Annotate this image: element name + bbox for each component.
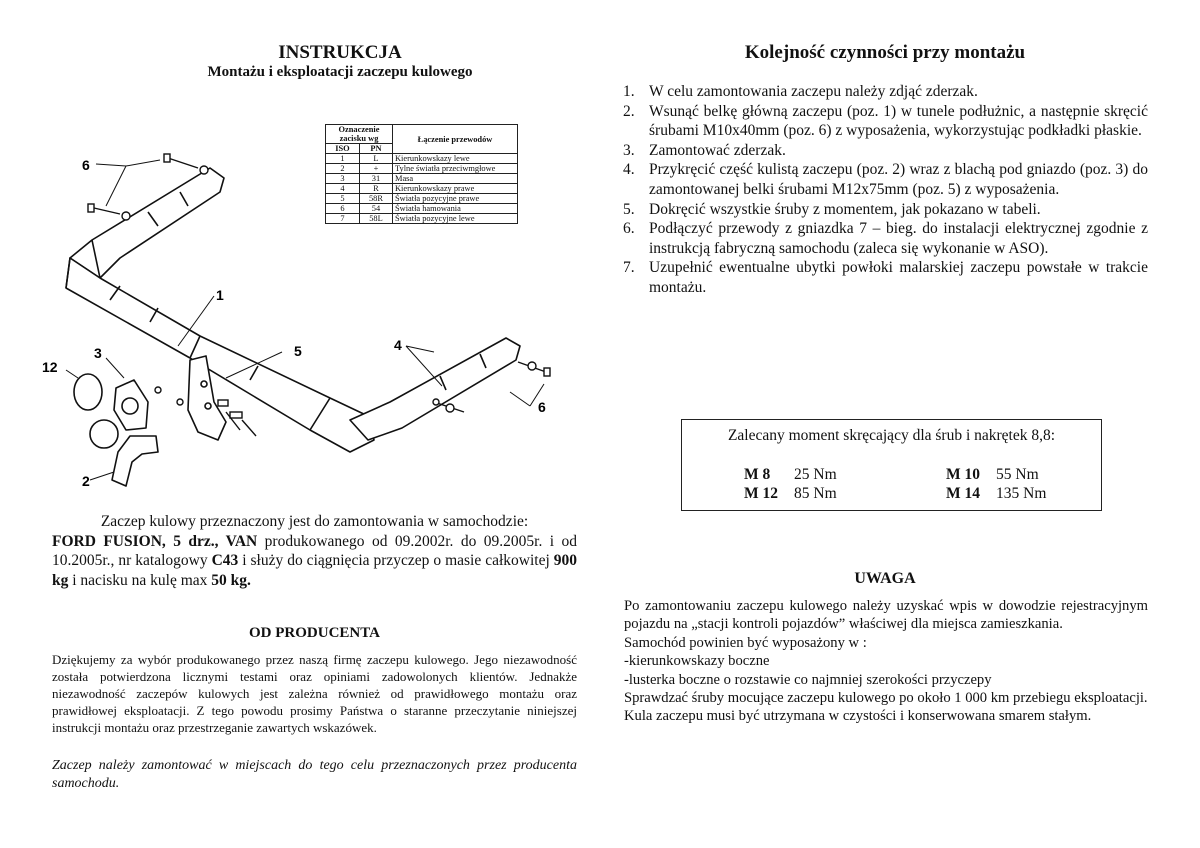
warning-line: Kula zaczepu musi być utrzymana w czystości i konserwowana smarem stałym.: [624, 708, 1092, 725]
warning-line: Sprawdzać śruby mocujące zaczepu kulowego po około 1 000 km przebiegu eksploatacji.: [624, 690, 1148, 707]
step-text: Dokręcić wszystkie śruby z momentem, jak pokazano w tabeli.: [649, 200, 1041, 218]
callout-4: 4: [394, 337, 402, 353]
hitch-ball: [90, 420, 118, 448]
torque-m14: [946, 485, 1046, 503]
header-pn: PN: [359, 144, 392, 154]
list-item: [620, 141, 1148, 161]
catalog-number: C43: [211, 552, 239, 569]
step-text: Wsunąć belkę główną zaczepu (poz. 1) w tunele podłużnic, a następnie skręcić śrubami M10x40mm (poz. 6) z wyposażenia, wykorzystując podkładki płaskie.: [649, 102, 1148, 140]
step-text: Zamontować zderzak.: [649, 141, 786, 159]
cell-pn: R: [359, 184, 392, 194]
cell-desc: Kierunkowskazy lewe: [393, 154, 518, 164]
torque-value: 135 Nm: [996, 485, 1047, 502]
vehicle-intro: Zaczep kulowy przeznaczony jest do zamontowania w samochodzie:: [100, 513, 529, 530]
callout-5: 5: [294, 343, 302, 359]
step-number: 7.: [623, 259, 635, 277]
cell-pn: 58L: [359, 214, 392, 224]
list-item: [620, 258, 1148, 297]
warning-heading: UWAGA: [854, 570, 916, 587]
cell-desc: Światła pozycyjne lewe: [393, 214, 518, 224]
cell-iso: 6: [326, 204, 360, 214]
step-number: 2.: [623, 102, 635, 120]
torque-label: M 8: [744, 466, 771, 483]
document-subtitle: Montażu i eksploatacji zaczepu kulowego: [207, 64, 473, 80]
list-item: [620, 160, 1148, 199]
producer-text: Dziękujemy za wybór produkowanego przez naszą firmę zaczepu kulowego. Jego niezawodność została potwierdzona licznymi testami oraz opiniami zadowolonych klientów. Jednakże niezawodność zaczepów kulowych jest zależna również od prawidłowego montażu oraz prawidłowej eksploatacji. Z tego powodu prosimy Państwa o staranne przeczytanie niniejszej instrukcji montażu oraz przestrzeganie zawartych wskazówek.: [52, 652, 577, 735]
torque-m8: [744, 466, 837, 484]
ball-load: 50 kg.: [211, 571, 251, 589]
cell-iso: 1: [326, 154, 360, 164]
ball-cover: [74, 374, 102, 410]
callout-3: 3: [94, 345, 102, 361]
warning-line: Samochód powinien być wyposażony w :: [624, 634, 867, 651]
torque-m10: [946, 466, 1039, 484]
cell-pn: 54: [359, 204, 392, 214]
cell-pn: 31: [359, 174, 392, 184]
cell-desc: Tylne światła przeciwmgłowe: [393, 164, 518, 174]
torque-title: Zalecany moment skręcający dla śrub i nakrętek 8,8:: [727, 427, 1056, 444]
callout-6-right: 6: [538, 399, 546, 415]
torque-value: 25 Nm: [794, 466, 837, 483]
cell-iso: 2: [326, 164, 360, 174]
torque-label: M 12: [744, 485, 779, 502]
list-item: [620, 219, 1148, 258]
torque-label: M 14: [946, 485, 981, 502]
left-mounting-arm: [70, 168, 224, 278]
warning-line: -lusterka boczne o rozstawie co najmniej szerokości przyczepy: [624, 671, 992, 688]
assembly-steps: [620, 82, 1148, 298]
header-iso: ISO: [326, 144, 360, 154]
cell-desc: Kierunkowskazy prawe: [393, 184, 518, 194]
list-item: [620, 82, 1148, 102]
hitch-neck: [112, 436, 158, 486]
cell-iso: 7: [326, 214, 360, 224]
step-text: Uzupełnić ewentualne ubytki powłoki malarskiej zaczepu powstałe w trakcie montażu.: [649, 259, 1148, 296]
step-number: 4.: [623, 161, 635, 179]
header-oznaczenie: Oznaczenie zacisku wg: [326, 125, 393, 144]
torque-table: [681, 419, 1102, 511]
vehicle-text: produkowanego od 09.2002r. do 09.2005r. i od 10.2005r., nr katalogowy: [52, 532, 577, 569]
warning-line: -kierunkowskazy boczne: [624, 653, 770, 670]
cell-pn: 58R: [359, 194, 392, 204]
towbar-drawing: [30, 140, 590, 500]
document-title: INSTRUKCJA: [278, 42, 402, 63]
cell-iso: 3: [326, 174, 360, 184]
torque-m12: [744, 485, 837, 503]
step-text: Podłączyć przewody z gniazdka 7 – bieg. do instalacji elektrycznej zgodnie z instrukcją fabryczną samochodu (zaleca się wykonanie w ASO).: [649, 220, 1148, 257]
steps-title: Kolejność czynności przy montażu: [744, 42, 1026, 63]
trailer-mass: 900 kg: [52, 552, 577, 589]
cell-pn: L: [359, 154, 392, 164]
callout-6-left: 6: [82, 157, 90, 173]
callout-1: 1: [216, 287, 224, 303]
torque-label: M 10: [946, 466, 981, 483]
step-number: 3.: [623, 141, 635, 159]
step-text: W celu zamontowania zaczepu należy zdjąć zderzak.: [649, 83, 978, 100]
right-mounting-arm: [350, 338, 520, 440]
producer-heading: OD PRODUCENTA: [249, 625, 380, 641]
vehicle-description: [52, 512, 577, 590]
callout-2: 2: [82, 473, 90, 489]
step-number: 5.: [623, 200, 635, 218]
torque-value: 55 Nm: [996, 466, 1039, 483]
vehicle-text: i służy do ciągnięcia przyczep o masie całkowitej: [238, 552, 554, 569]
torque-value: 85 Nm: [794, 485, 837, 502]
vehicle-model: FORD FUSION, 5 drz., VAN: [52, 532, 258, 550]
cell-iso: 5: [326, 194, 360, 204]
warning-text: [624, 597, 1148, 726]
cell-desc: Światła pozycyjne prawe: [393, 194, 518, 204]
cell-iso: 4: [326, 184, 360, 194]
step-text: Przykręcić część kulistą zaczepu (poz. 2) wraz z blachą pod gniazdo (poz. 3) do zamontowanej belki śrubami M12x75mm (poz. 5) z wyposażenia.: [649, 161, 1148, 198]
cell-desc: Masa: [393, 174, 518, 184]
mounting-note: Zaczep należy zamontować w miejscach do tego celu przeznaczonych przez producenta samochodu.: [52, 758, 577, 791]
warning-line: Po zamontowaniu zaczepu kulowego należy uzyskać wpis w dowodzie rejestracyjnym pojazdu na „stacji kontroli pojazdów” właściwej dla miejsca zamieszkania.: [624, 598, 1148, 633]
cell-desc: Światła hamowania: [393, 204, 518, 214]
list-item: [620, 102, 1148, 141]
list-item: [620, 200, 1148, 220]
cell-pn: +: [359, 164, 392, 174]
header-laczenie: Łączenie przewodów: [393, 125, 518, 154]
step-number: 6.: [623, 220, 635, 238]
step-number: 1.: [623, 83, 635, 100]
vehicle-text: i nacisku na kulę max: [68, 571, 212, 589]
callout-12: 12: [42, 359, 58, 375]
